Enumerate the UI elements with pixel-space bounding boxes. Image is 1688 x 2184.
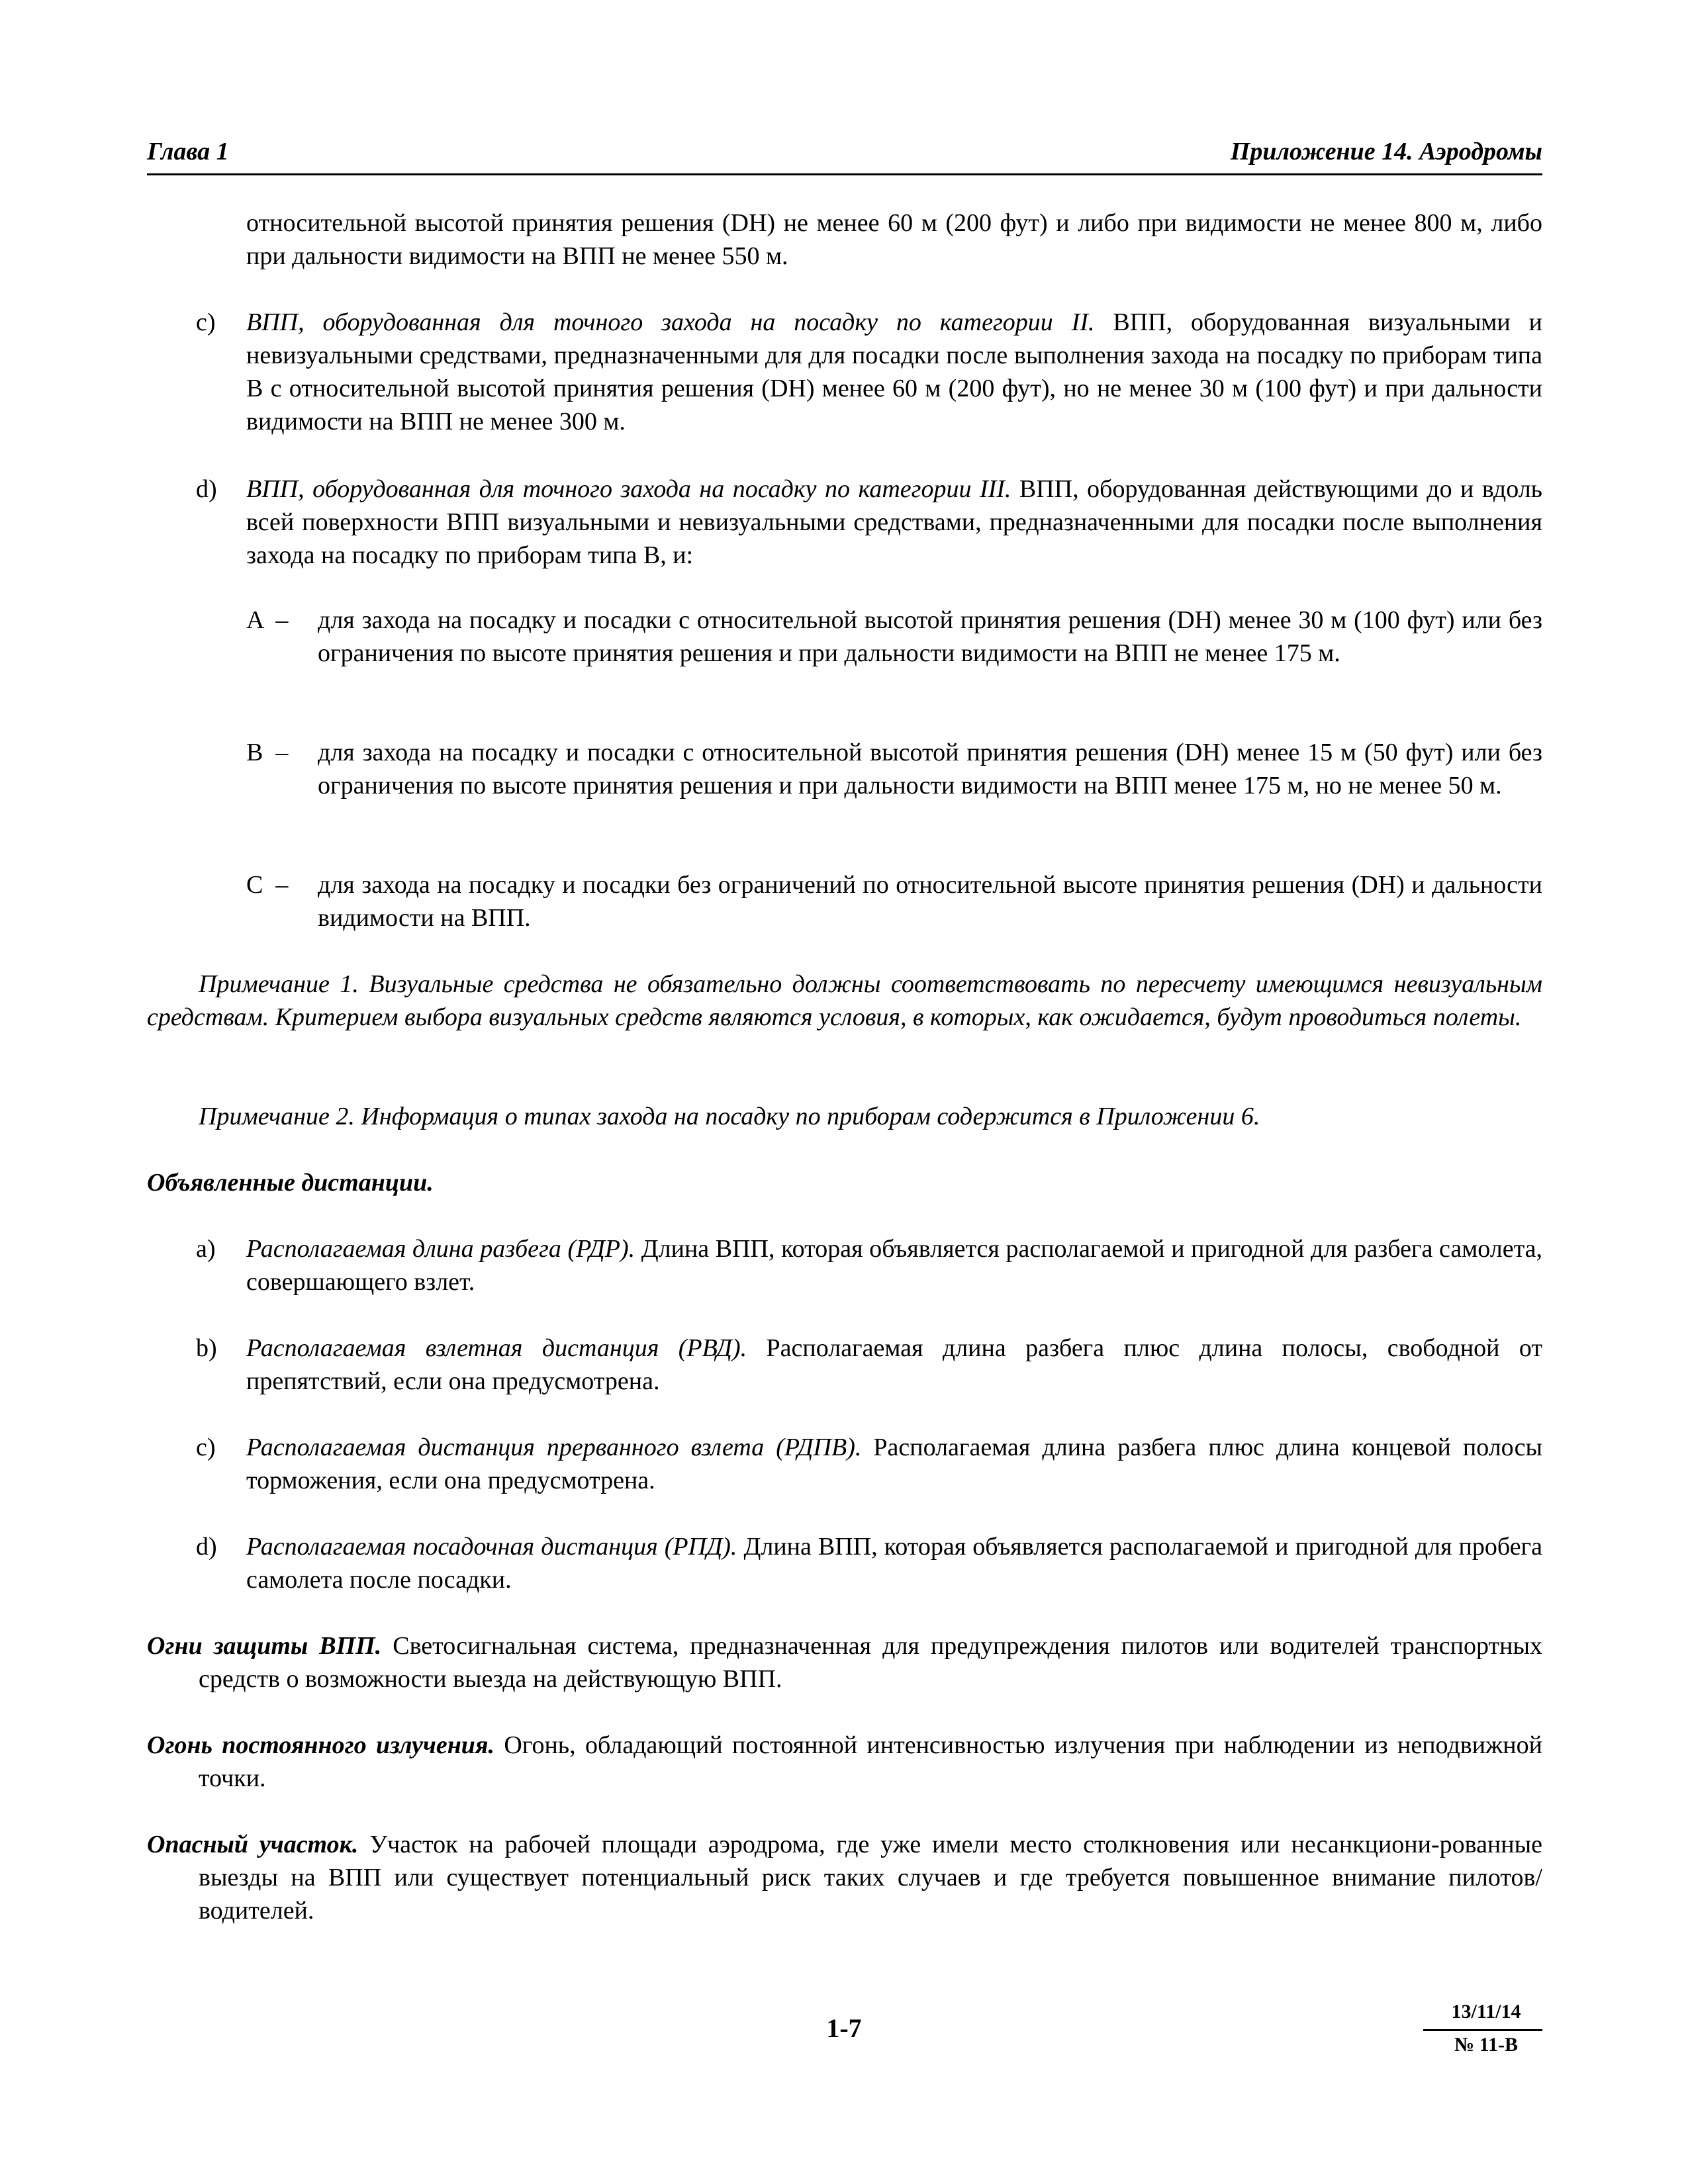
declared-b-paragraph: [246, 1332, 1542, 1398]
declared-d-text: Длина ВПП, которая объявляется располагаемой и пригодной для пробега самолета после посадки.: [246, 1533, 1543, 1594]
note-2: Примечание 2. Информация о типах захода на посадку по приборам содержится в Приложении 6.: [199, 1103, 1260, 1130]
declared-distances-heading: Объявленные дистанции.: [147, 1169, 434, 1197]
category-iii-text: ВПП, оборудованная действующими до и вдоль всей поверхности ВПП визуальными и невизуальными средствами, предназначенными для посадки после выполнения захода на посадку по приборам типа В, и:: [246, 475, 1543, 569]
definition-text: Светосигнальная система, предназначенная для предупреждения пилотов или водителей транспортных средств о возможности выезда на действующую ВПП.: [199, 1632, 1542, 1693]
declared-d-paragraph: [246, 1530, 1542, 1596]
declared-c-paragraph: [246, 1431, 1542, 1497]
subcategory-b-label: B –: [246, 739, 289, 766]
definition-runway-guard-lights: [147, 1629, 1542, 1696]
subcategory-b-text: для захода на посадку и посадки с относительной высотой принятия решения (DH) менее 15 м (50 фут) или без ограничения по высоте принятия решения и при дальности видимости на ВПП менее 175 м, но не менее 50 м.: [318, 739, 1542, 799]
declared-a-paragraph: [246, 1232, 1542, 1298]
declared-a-text: Длина ВПП, которая объявляется располагаемой и пригодной для разбега самолета, совершающего взлет.: [246, 1235, 1542, 1296]
page-number: 1-7: [826, 2013, 862, 2043]
subcategory-c-text: для захода на посадку и посадки без ограничений по относительной высоте принятия решения (DH) и дальности видимости на ВПП.: [318, 871, 1542, 932]
category-iii-label: d): [196, 475, 217, 503]
page-header: [147, 130, 1542, 175]
subcategory-c-label: C –: [246, 871, 289, 899]
chapter-title: Глава 1: [147, 138, 229, 165]
category-ii-title: ВПП, оборудованная для точного захода на посадку по категории II.: [246, 308, 1095, 336]
definition-fixed-light: [147, 1729, 1542, 1795]
definition-term: Огни защиты ВПП.: [147, 1632, 382, 1660]
category-ii-text: ВПП, оборудованная визуальными и невизуальными средствами, предназначенными для для посадки после выполнения захода на посадку по приборам типа В с относительной высотой принятия решения (DH) менее 60 м (200 фут), но не менее 30 м (100 фут) и при дальности видимости на ВПП не менее 300 м.: [246, 308, 1542, 435]
subcategory-a-label: A –: [246, 606, 289, 634]
category-ii-paragraph: [246, 306, 1542, 438]
continuation-paragraph: относительной высотой принятия решения (DH) не менее 60 м (200 фут) и либо при видимости не менее 800 м, либо при дальности видимости на ВПП не менее 550 м.: [246, 209, 1542, 270]
declared-c-text: Располагаемая длина разбега плюс длина концевой полосы торможения, если она предусмотрена.: [246, 1433, 1543, 1494]
category-iii-title: ВПП, оборудованная для точного захода на посадку по категории III.: [246, 475, 1011, 503]
amendment-number: № 11-В: [1454, 2034, 1518, 2056]
subcategory-a-text: для захода на посадку и посадки с относительной высотой принятия решения (DH) менее 30 м (100 фут) или без ограничения по высоте принятия решения и при дальности видимости на ВПП не менее 175 м.: [318, 606, 1542, 667]
declared-b-label: b): [196, 1334, 217, 1362]
definition-term: Опасный участок.: [147, 1831, 359, 1858]
category-ii-label: c): [196, 308, 216, 336]
definition-term: Огонь постоянного излучения.: [147, 1731, 494, 1759]
amendment-date: 13/11/14: [1451, 2001, 1521, 2023]
declared-a-title: Располагаемая длина разбега (РДР).: [246, 1235, 635, 1263]
definition-hot-spot: [147, 1828, 1542, 1927]
declared-a-label: a): [196, 1235, 216, 1263]
definition-text: Участок на рабочей площади аэродрома, где уже имели место столкновения или несанкциони-рованные выезды на ВПП или существует потенциальный риск таких случаев и где требуется повышенное внимание пилотов/водителей.: [199, 1831, 1543, 1925]
declared-d-title: Располагаемая посадочная дистанция (РПД).: [246, 1533, 737, 1561]
declared-b-title: Располагаемая взлетная дистанция (РВД).: [246, 1334, 747, 1362]
declared-d-label: d): [196, 1533, 217, 1561]
annex-title: Приложение 14. Аэродромы: [1230, 138, 1542, 165]
declared-c-label: c): [196, 1433, 216, 1461]
declared-c-title: Располагаемая дистанция прерванного взлета (РДПВ).: [246, 1433, 862, 1461]
declared-b-text: Располагаемая длина разбега плюс длина полосы, свободной от препятствий, если она предусмотрена.: [246, 1334, 1542, 1395]
category-iii-paragraph: [246, 473, 1542, 572]
note-1: Примечание 1. Визуальные средства не обязательно должны соответствовать по пересчету имеющимся невизуальным средствам. Критерием выбора визуальных средств являются условия, в которых, как ожидается, будут проводиться полеты.: [147, 970, 1542, 1031]
definition-text: Огонь, обладающий постоянной интенсивностью излучения при наблюдении из неподвижной точки.: [199, 1731, 1542, 1792]
